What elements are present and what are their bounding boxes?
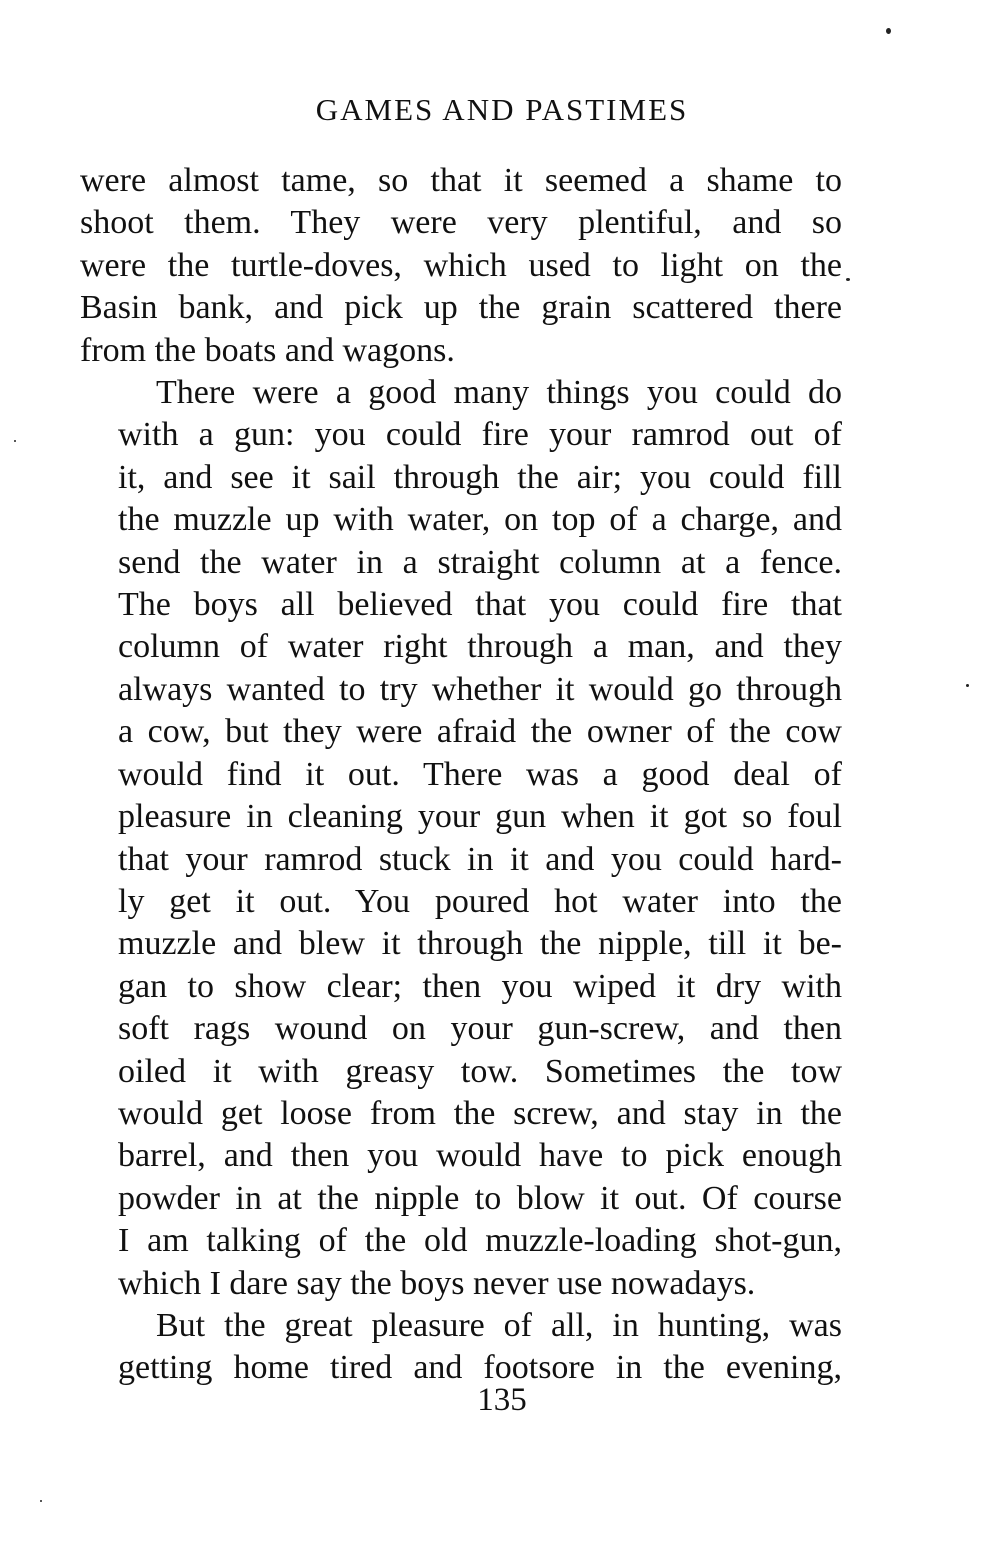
paragraph-2 <box>80 372 842 1305</box>
text-line: ly get it out. You poured hot water into the <box>118 882 842 920</box>
text-line: column of water right through a man, and they <box>118 628 842 666</box>
text-line: soft rags wound on your gun-screw, and then <box>118 1010 842 1048</box>
text-line: it, and see it sail through the air; you could fill <box>118 458 842 496</box>
text-line: The boys all believed that you could fire that <box>118 586 842 624</box>
print-speck <box>14 440 16 442</box>
text-line: which I dare say the boys never use nowadays. <box>118 1264 756 1302</box>
running-head: GAMES AND PASTIMES <box>315 92 689 127</box>
print-speck <box>886 28 891 34</box>
text-line: getting home tired and footsore in the evening, <box>118 1349 842 1387</box>
text-line: that your ramrod stuck in it and you could hard- <box>118 840 842 878</box>
text-line: There were a good many things you could do <box>156 374 842 412</box>
print-speck <box>846 278 850 281</box>
text-line: would get loose from the screw, and stay in the <box>118 1094 842 1132</box>
text-line: a cow, but they were afraid the owner of the cow <box>118 713 842 751</box>
text-line: always wanted to try whether it would go through <box>118 670 842 708</box>
text-line: powder in at the nipple to blow it out. Of course <box>118 1179 842 1217</box>
body-text <box>80 160 842 1390</box>
text-line: with a gun: you could fire your ramrod out of <box>118 416 842 454</box>
text-line: barrel, and then you would have to pick enough <box>118 1137 842 1175</box>
text-line: muzzle and blew it through the nipple, till it be- <box>118 925 842 963</box>
text-line: pleasure in cleaning your gun when it got so foul <box>118 798 842 836</box>
print-speck <box>40 1500 42 1502</box>
text-line: were the turtle-doves, which used to light on the <box>80 246 842 284</box>
text-line: were almost tame, so that it seemed a shame to <box>80 162 842 199</box>
page-number: 135 <box>477 1382 527 1418</box>
text-line: gan to show clear; then you wiped it dry with <box>118 967 842 1005</box>
text-line: from the boats and wagons. <box>80 331 455 369</box>
text-line: send the water in a straight column at a fence. <box>118 543 842 581</box>
text-line: would find it out. There was a good deal of <box>118 755 842 793</box>
print-speck <box>966 684 969 687</box>
paragraph-1 <box>80 160 842 372</box>
text-line: the muzzle up with water, on top of a charge, and <box>118 501 842 539</box>
text-line: But the great pleasure of all, in hunting, was <box>156 1306 842 1344</box>
text-line: I am talking of the old muzzle-loading shot-gun, <box>118 1222 842 1260</box>
text-line: oiled it with greasy tow. Sometimes the tow <box>118 1052 842 1090</box>
text-line: Basin bank, and pick up the grain scattered there <box>80 289 842 327</box>
text-line: shoot them. They were very plentiful, and so <box>80 204 842 242</box>
